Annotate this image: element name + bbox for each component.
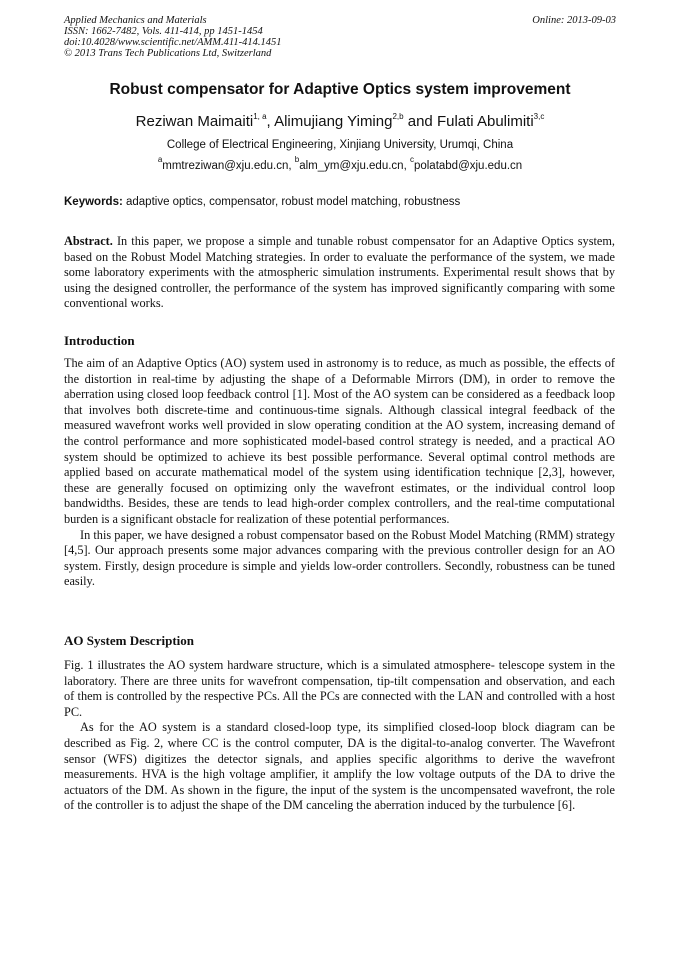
- ao-system-paragraph-1: Fig. 1 illustrates the AO system hardware structure, which is a simulated atmosphere- telescope system in the laboratory. There are three units for wavefront compensation, tip-tilt compensation and observation, and each of them is controlled by the respective PCs. All the PCs are connected with the LAN and controlled with a host PC.: [64, 658, 615, 719]
- author-separator: ,: [266, 113, 275, 130]
- doi-line: doi:10.4028/www.scientific.net/AMM.411-414.1451: [64, 37, 282, 48]
- keywords-label: Keywords:: [64, 196, 123, 208]
- email-separator: ,: [403, 160, 410, 172]
- journal-header: [64, 15, 616, 59]
- email-a[interactable]: mmtreziwan@xju.edu.cn: [162, 160, 289, 172]
- email-c-mark: c: [409, 155, 414, 164]
- author-3-affil-mark: 3,c: [533, 112, 545, 121]
- affiliation: College of Electrical Engineering, Xinjiang University, Urumqi, China: [166, 139, 514, 151]
- journal-name: Applied Mechanics and Materials: [64, 15, 207, 26]
- introduction-paragraph-1: The aim of an Adaptive Optics (AO) system used in astronomy is to reduce, as much as possible, the effects of the distortion in real-time by adjusting the shape of a Deformable Mirrors (DM), in order to remove the aberration using closed loop feedback control [1]. Most of the AO system can be considered as a feedback loop that involves both discrete-time and continuous-time signals. Although classical integral feedback of the measured wavefront works well provided in slow operating condition at the AO system, increasing demand of the control performance and more sophisticated model-based control strategy is needed, and a practical AO system should be optimized to achieve its best possible performance. Several optimal control methods are applied based on accurate mathematical model of the system using identification technique [2,3], however, these are generally focused on optimizing only the wavefront estimates, or the individual control loop bandwidths. Besides, these are tends to lead high-order complex controllers, and the real-time computational burden is a significant obstacle for realization of these potential performances.: [64, 356, 615, 526]
- author-2-affil-mark: 2,b: [392, 112, 404, 121]
- email-b[interactable]: alm_ym@xju.edu.cn: [299, 160, 404, 172]
- paper-title: Robust compensator for Adaptive Optics system improvement: [109, 81, 571, 98]
- email-c[interactable]: polatabd@xju.edu.cn: [413, 160, 523, 172]
- section-heading-ao-system: AO System Description: [64, 633, 194, 648]
- email-separator: ,: [288, 160, 295, 172]
- online-date: Online: 2013-09-03: [532, 15, 616, 26]
- email-a-mark: a: [157, 155, 163, 164]
- keywords-text: adaptive optics, compensator, robust model matching, robustness: [122, 196, 461, 208]
- abstract-paragraph: [64, 234, 615, 312]
- author-list: [64, 113, 616, 130]
- abstract-label: Abstract.: [64, 234, 113, 248]
- abstract: [64, 234, 615, 312]
- ao-system-body: [64, 658, 615, 814]
- author-emails: [64, 155, 616, 172]
- ao-system-paragraph-2: As for the AO system is a standard closed-loop type, its simplified closed-loop block diagram can be described as Fig. 2, where CC is the control computer, DA is the digital-to-analog converter. The Wavefront sensor (WFS) digitizes the detector signals, and applies specific algorithms to derive the wavefront measurements. HVA is the high voltage amplifier, it amplify the low voltage outputs of the DA to drive the actuators of the DM. As shown in the figure, the input of the system is the uncompensated wavefront, the role of the controller is to adjust the shape of the DM canceling the aberration induced by the turbulence [6].: [64, 720, 615, 813]
- author-3-name: Fulati Abulimiti: [436, 113, 534, 130]
- keywords: [64, 196, 616, 208]
- issn-line: ISSN: 1662-7482, Vols. 411-414, pp 1451-1454: [64, 26, 263, 37]
- author-2-name: Alimujiang Yiming: [274, 113, 393, 130]
- introduction-paragraph-2: In this paper, we have designed a robust compensator based on the Robust Model Matching (RMM) strategy [4,5]. Our approach presents some major advances comparing with the previous controller design for an AO system. Firstly, design procedure is simple and yields low-order controllers. Secondly, robustness can be tuned easily.: [64, 527, 615, 589]
- introduction-body: [64, 356, 615, 590]
- author-1-affil-mark: 1, a: [253, 112, 267, 121]
- section-heading-introduction: Introduction: [64, 333, 135, 348]
- author-1-name: Reziwan Maimaiti: [135, 113, 254, 130]
- author-separator: and: [403, 113, 437, 130]
- copyright-line: © 2013 Trans Tech Publications Ltd, Switzerland: [64, 48, 272, 59]
- email-b-mark: b: [294, 155, 300, 164]
- abstract-text: In this paper, we propose a simple and tunable robust compensator for an Adaptive Optics system, based on the Robust Model Matching strategies. In order to evaluate the performance of the system, we made some laboratory experiments with the atmospheric simulation instruments. Experimental result shows that by using the designed controller, the performance of the system has improved significantly comparing with some conventional works.: [64, 234, 615, 311]
